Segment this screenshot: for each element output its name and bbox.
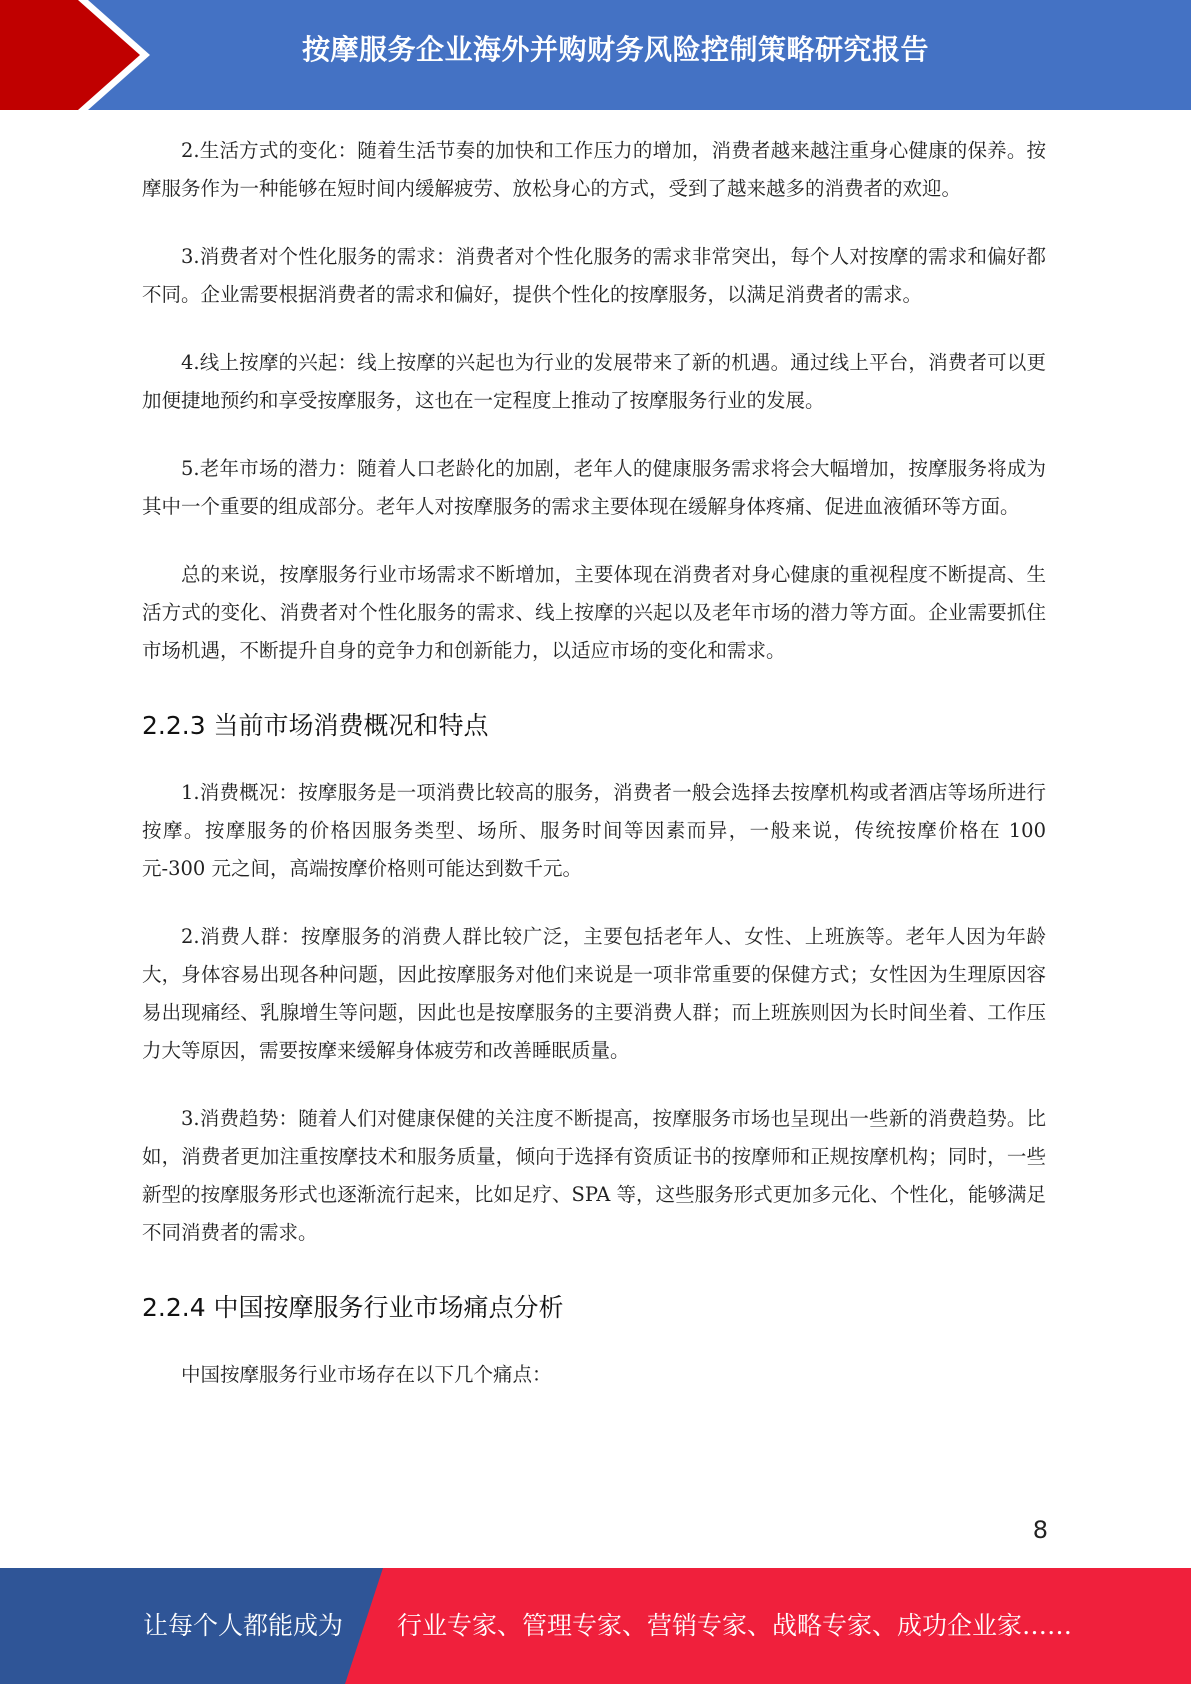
report-title: 按摩服务企业海外并购财务风险控制策略研究报告 bbox=[301, 33, 929, 66]
paragraph: 4.线上按摩的兴起：线上按摩的兴起也为行业的发展带来了新的机遇。通过线上平台，消费者可以更加便捷地预约和享受按摩服务，这也在一定程度上推动了按摩服务行业的发展。 bbox=[142, 351, 1046, 412]
footer-slogan-left: 让每个人都能成为 bbox=[143, 1611, 344, 1640]
paragraph: 5.老年市场的潜力：随着人口老龄化的加剧，老年人的健康服务需求将会大幅增加，按摩服务将成为其中一个重要的组成部分。老年人对按摩服务的需求主要体现在缓解身体疼痛、促进血液循环等方面。 bbox=[142, 457, 1046, 518]
page-header bbox=[0, 0, 1191, 110]
document-body bbox=[142, 132, 1046, 1424]
paragraph: 2.生活方式的变化：随着生活节奏的加快和工作压力的增加，消费者越来越注重身心健康的保养。按摩服务作为一种能够在短时间内缓解疲劳、放松身心的方式，受到了越来越多的消费者的欢迎。 bbox=[142, 139, 1046, 200]
page-number: 8 bbox=[1032, 1516, 1048, 1544]
paragraph: 2.消费人群：按摩服务的消费人群比较广泛，主要包括老年人、女性、上班族等。老年人因为年龄大，身体容易出现各种问题，因此按摩服务对他们来说是一项非常重要的保健方式；女性因为生理原因容易出现痛经、乳腺增生等问题，因此也是按摩服务的主要消费人群；而上班族则因为长时间坐着、工作压力大等原因，需要按摩来缓解身体疲劳和改善睡眠质量。 bbox=[142, 925, 1046, 1062]
paragraph: 3.消费者对个性化服务的需求：消费者对个性化服务的需求非常突出，每个人对按摩的需求和偏好都不同。企业需要根据消费者的需求和偏好，提供个性化的按摩服务，以满足消费者的需求。 bbox=[142, 245, 1046, 306]
paragraph: 1.消费概况：按摩服务是一项消费比较高的服务，消费者一般会选择去按摩机构或者酒店等场所进行按摩。按摩服务的价格因服务类型、场所、服务时间等因素而异，一般来说，传统按摩价格在 100 元-300 元之间，高端按摩价格则可能达到数千元。 bbox=[142, 781, 1046, 880]
paragraph: 中国按摩服务行业市场存在以下几个痛点： bbox=[181, 1363, 552, 1386]
paragraph: 3.消费趋势：随着人们对健康保健的关注度不断提高，按摩服务市场也呈现出一些新的消费趋势。比如，消费者更加注重按摩技术和服务质量，倾向于选择有资质证书的按摩师和正规按摩机构；同时，一些新型的按摩服务形式也逐渐流行起来，比如足疗、SPA 等，这些服务形式更加多元化、个性化，能够满足不同消费者的需求。 bbox=[142, 1107, 1046, 1244]
page-footer bbox=[0, 1568, 1191, 1684]
red-chevron-icon bbox=[0, 0, 150, 110]
footer-slogan-right: 行业专家、管理专家、营销专家、战略专家、成功企业家…… bbox=[397, 1611, 1073, 1640]
paragraph: 总的来说，按摩服务行业市场需求不断增加，主要体现在消费者对身心健康的重视程度不断提高、生活方式的变化、消费者对个性化服务的需求、线上按摩的兴起以及老年市场的潜力等方面。企业需要抓住市场机遇，不断提升自身的竞争力和创新能力，以适应市场的变化和需求。 bbox=[142, 563, 1046, 662]
section-heading-2-2-4: 2.2.4 中国按摩服务行业市场痛点分析 bbox=[142, 1293, 564, 1322]
section-heading-2-2-3: 2.2.3 当前市场消费概况和特点 bbox=[142, 711, 489, 740]
